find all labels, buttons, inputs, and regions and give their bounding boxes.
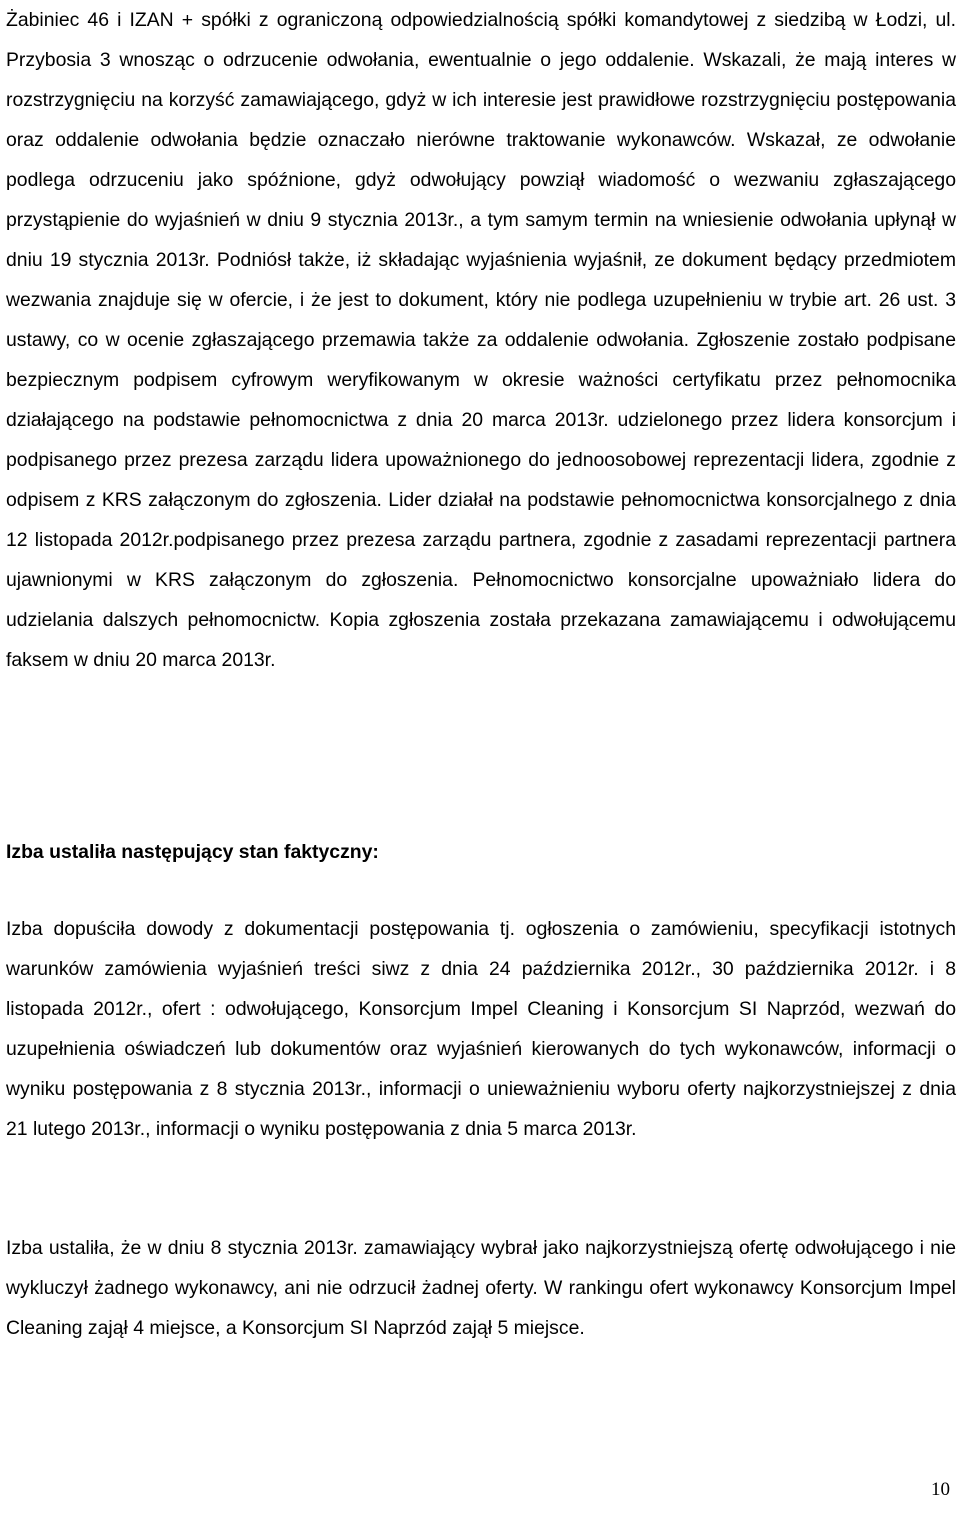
section-heading: Izba ustaliła następujący stan faktyczny: [6, 841, 379, 863]
paragraph-findings: Izba ustaliła, że w dniu 8 stycznia 2013r. zamawiający wybrał jako najkorzystniejszą ofertę odwołującego i nie wykluczył żadnego wykonawcy, ani nie odrzucił żadnej oferty. W rankingu ofert wykonawcy Konsorcjum Impel Cleaning zajął 4 miejsce, a Konsorcjum SI Naprzód zajął 5 miejsce. [6, 1237, 956, 1339]
paragraph-intervention-notice: Żabiniec 46 i IZAN + spółki z ograniczoną odpowiedzialnością spółki komandytowej z siedzibą w Łodzi, ul. Przybosia 3 wnosząc o odrzucenie odwołania, ewentualnie o jego oddalenie. Wskazali, że mają interes w rozstrzygnięciu na korzyść zamawiającego, gdyż w ich interesie jest prawidłowe rozstrzygnięciu postępowania oraz oddalenie odwołania będzie oznaczało nierówne traktowanie wykonawców. Wskazał, ze odwołanie podlega odrzuceniu jako spóźnione, gdyż odwołujący powziął wiadomość o wezwaniu zgłaszającego przystąpienie do wyjaśnień w dniu 9 stycznia 2013r., a tym samym termin na wniesienie odwołania upłynął w dniu 19 stycznia 2013r. Podniósł także, iż składając wyjaśnienia wyjaśnił, ze dokument będący przedmiotem wezwania znajduje się w ofercie, i że jest to dokument, który nie podlega uzupełnieniu w trybie art. 26 ust. 3 ustawy, co w ocenie zgłaszającego przemawia także za oddalenie odwołania. Zgłoszenie zostało podpisane bezpiecznym podpisem cyfrowym weryfikowanym w okresie ważności certyfikatu przez pełnomocnika działającego na podstawie pełnomocnictwa z dnia 20 marca 2013r. udzielonego przez lidera konsorcjum i podpisanego przez prezesa zarządu lidera upoważnionego do jednoosobowej reprezentacji lidera, zgodnie z odpisem z KRS załączonym do zgłoszenia. Lider działał na podstawie pełnomocnictwa konsorcjalnego z dnia 12 listopada 2012r.podpisanego przez prezesa zarządu partnera, zgodnie z zasadami reprezentacji partnera ujawnionymi w KRS załączonym do zgłoszenia. Pełnomocnictwo konsorcjalne upoważniało lidera do udzielania dalszych pełnomocnictw. Kopia zgłoszenia została przekazana zamawiającemu i odwołującemu faksem w dniu 20 marca 2013r. [6, 9, 956, 671]
page-number: 10 [931, 1479, 950, 1500]
document-page [6, 0, 956, 1339]
paragraph-evidence: Izba dopuściła dowody z dokumentacji postępowania tj. ogłoszenia o zamówieniu, specyfikacji istotnych warunków zamówienia wyjaśnień treści siwz z dnia 24 października 2012r., 30 października 2012r. i 8 listopada 2012r., ofert : odwołującego, Konsorcjum Impel Cleaning i Konsorcjum SI Naprzód, wezwań do uzupełnienia oświadczeń lub dokumentów oraz wyjaśnień kierowanych do tych wykonawców, informacji o wyniku postępowania z 8 stycznia 2013r., informacji o unieważnieniu wyboru oferty najkorzystniejszej z dnia 21 lutego 2013r., informacji o wyniku postępowania z dnia 5 marca 2013r. [6, 918, 956, 1140]
